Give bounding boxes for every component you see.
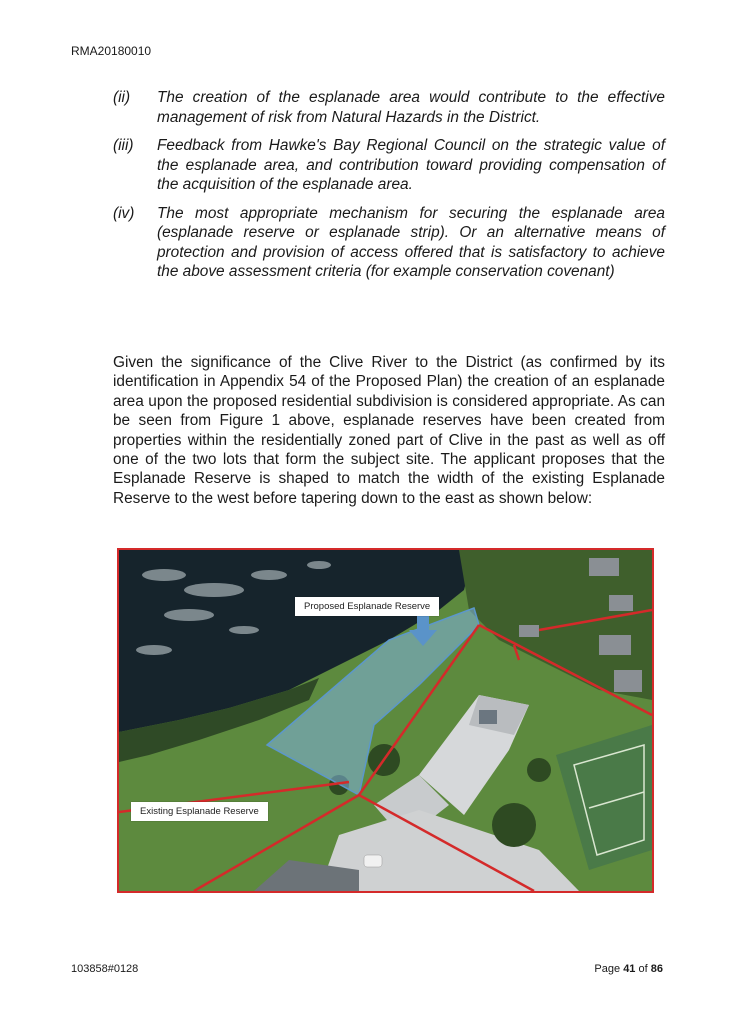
assessment-criteria-list	[113, 88, 665, 291]
criteria-number: (iv)	[113, 204, 135, 222]
criteria-item	[113, 88, 665, 127]
parked-car	[364, 855, 382, 867]
page-number: 41	[623, 963, 636, 975]
page-label: Page	[594, 963, 621, 975]
page-indicator	[594, 963, 663, 975]
document-reference: RMA20180010	[71, 44, 152, 58]
body-paragraph: Given the significance of the Clive River to the District (as confirmed by its identification in Appendix 54 of the Proposed Plan) the creation of an esplanade area upon the proposed residential subdivision is considered appropriate. As can be seen from Figure 1 above, esplanade reserves have been created from properties within the residentially zoned part of Clive in the past as well as off one of the two lots that form the subject site. The applicant proposes that the Esplanade Reserve is shaped to match the width of the existing Esplanade Reserve to the west before tapering down to the east as shown below:	[113, 354, 665, 507]
page-of-label: of	[638, 963, 648, 975]
criteria-number: (iii)	[113, 137, 134, 154]
aerial-site-plan-figure	[117, 548, 654, 893]
criteria-item	[113, 136, 665, 195]
footer-document-id: 103858#0128	[71, 963, 139, 975]
criteria-text: Feedback from Hawke's Bay Regional Council on the strategic value of the esplanade area, and contribution toward providing compensation of the acquisition of the esplanade area.	[157, 137, 665, 193]
total-pages: 86	[650, 963, 663, 975]
criteria-text: The most appropriate mechanism for securing the esplanade area (esplanade reserve or esplanade strip). Or an alternative means of protection and provision of access offered that is satisfactory to achieve the above assessment criteria (for example conservation covenant)	[157, 204, 665, 280]
criteria-item	[113, 204, 665, 282]
proposed-reserve-label: Proposed Esplanade Reserve	[295, 597, 439, 616]
criteria-number: (ii)	[113, 89, 131, 106]
criteria-text: The creation of the esplanade area would contribute to the effective management of risk from Natural Hazards in the District.	[157, 89, 665, 126]
existing-reserve-label: Existing Esplanade Reserve	[131, 802, 268, 821]
